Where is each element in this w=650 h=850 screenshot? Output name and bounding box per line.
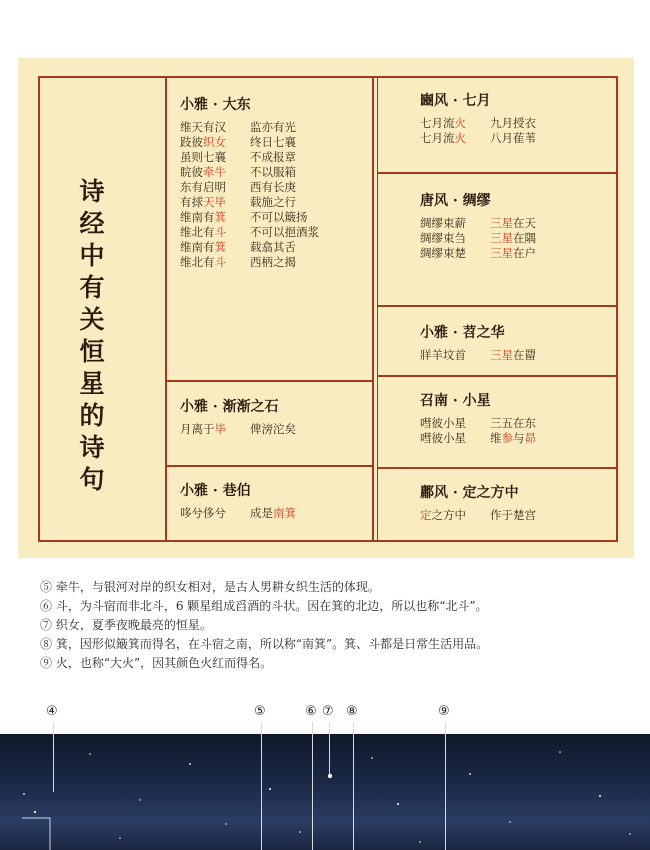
poem-line-half xyxy=(180,135,250,150)
leader-line xyxy=(53,722,54,792)
star xyxy=(119,837,121,839)
poem-line-half xyxy=(250,255,320,270)
side-title-char: 星 xyxy=(79,369,105,398)
leader-line xyxy=(329,722,330,774)
poem-line-half xyxy=(250,150,320,165)
side-title-char: 句 xyxy=(79,465,105,494)
star-name: 织女 xyxy=(203,135,226,149)
poem-title: 唐风 · 绸缪 xyxy=(420,193,491,209)
divider xyxy=(165,380,374,382)
divider xyxy=(165,76,167,542)
divider xyxy=(377,467,618,469)
footnote: ⑥ 斗，为斗宿而非北斗，6 颗星组成舀酒的斗状。因在箕的北边，所以也称“北斗”。 xyxy=(40,599,488,613)
poem-line-half xyxy=(490,231,560,246)
poem-chou-mou xyxy=(420,192,560,261)
verse-text: 终日七襄 xyxy=(250,135,296,149)
poem-line xyxy=(420,116,560,131)
poem-line-half xyxy=(420,246,490,261)
poem-line xyxy=(180,120,320,135)
poem-title: 小雅 · 渐渐之石 xyxy=(180,399,279,415)
verse-text: 载翕其舌 xyxy=(250,240,296,254)
poem-ding-zhi-fang-zhong xyxy=(420,484,560,523)
star-name: 斗 xyxy=(214,255,226,269)
leader-line xyxy=(353,722,354,850)
poem-line-half xyxy=(180,506,250,521)
marker-label: ⑧ xyxy=(346,704,358,719)
poem-line-half xyxy=(250,135,320,150)
leader-line xyxy=(312,722,313,850)
side-title-char: 恒 xyxy=(79,337,105,366)
poem-line-half xyxy=(180,180,250,195)
poem-line-half xyxy=(250,180,320,195)
verse-text: 有捄 xyxy=(180,195,203,209)
poem-line xyxy=(180,422,320,437)
star xyxy=(629,833,630,834)
star xyxy=(397,803,399,805)
poem-line xyxy=(420,216,560,231)
poem-line xyxy=(180,255,320,270)
marker-label: ④ xyxy=(46,704,58,719)
verse-text: 维 xyxy=(490,431,502,445)
footnote: ⑨ 火，也称“大火”，因其颜色火红而得名。 xyxy=(40,656,273,670)
poem-line-half xyxy=(250,506,320,521)
poem-line xyxy=(180,135,320,150)
poem-xiang-bo xyxy=(180,482,320,521)
star-name: 昴 xyxy=(524,431,536,445)
poem-line xyxy=(180,180,320,195)
star-name: 毕 xyxy=(214,422,226,436)
star-name: 火 xyxy=(454,116,466,130)
poem-line xyxy=(420,246,560,261)
poem-line-half xyxy=(180,225,250,240)
marker-label: ⑦ xyxy=(322,704,334,719)
verse-text: 在户 xyxy=(513,246,536,260)
footnote: ⑦ 织女，夏季夜晚最亮的恒星。 xyxy=(40,618,212,632)
poem-line-half xyxy=(250,225,320,240)
star-name: 定 xyxy=(420,508,432,522)
marker-label: ⑤ xyxy=(254,704,266,719)
verse-text: 西柄之揭 xyxy=(250,255,296,269)
poem-line-half xyxy=(490,508,560,523)
poem-line-half xyxy=(420,231,490,246)
poem-line-half xyxy=(490,131,560,146)
divider xyxy=(372,76,374,542)
star-name: 火 xyxy=(454,131,466,145)
verse-text: 七月流 xyxy=(420,131,455,145)
verse-text: 不可以簸扬 xyxy=(250,210,308,224)
star-name: 南箕 xyxy=(273,506,296,520)
verse-text: 不可以挹酒浆 xyxy=(250,225,319,239)
poem-line-half xyxy=(180,150,250,165)
divider xyxy=(377,375,618,377)
side-title-char: 有 xyxy=(79,273,105,302)
star xyxy=(299,831,301,833)
star xyxy=(189,763,191,765)
verse-text: 维南有 xyxy=(180,210,215,224)
divider xyxy=(377,172,618,174)
verse-text: 之方中 xyxy=(431,508,466,522)
star xyxy=(89,753,91,755)
side-title-char: 经 xyxy=(79,209,105,238)
verse-text: 在隅 xyxy=(513,231,536,245)
star xyxy=(371,757,373,759)
poem-line-half xyxy=(490,116,560,131)
star-name: 三星 xyxy=(490,246,513,260)
star xyxy=(469,773,471,775)
poem-line-half xyxy=(250,210,320,225)
poem-line-half xyxy=(180,195,250,210)
marker-label: ⑥ xyxy=(305,704,317,719)
poem-line xyxy=(180,225,320,240)
verse-text: 月离于 xyxy=(180,422,215,436)
verse-text: 八月萑苇 xyxy=(490,131,536,145)
divider xyxy=(165,465,374,467)
verse-text: 维天有汉 xyxy=(180,120,226,134)
poem-line-half xyxy=(250,120,320,135)
footnotes xyxy=(40,578,630,673)
verse-text: 绸缪束刍 xyxy=(420,231,466,245)
poem-line-half xyxy=(180,422,250,437)
poem-jian-jian-zhi-shi xyxy=(180,398,320,437)
footnote: ⑧ 箕，因形似簸箕而得名，在斗宿之南，所以称“南箕”。箕、斗都是日常生活用品。 xyxy=(40,637,489,651)
verse-text: 作于楚宫 xyxy=(490,508,536,522)
verse-text: 牂羊坟首 xyxy=(420,348,466,362)
poem-xiao-xing xyxy=(420,392,560,446)
star xyxy=(509,821,510,822)
poem-title: 小雅 · 苕之华 xyxy=(420,325,505,341)
leader-line xyxy=(261,722,262,850)
verse-text: 西有长庚 xyxy=(250,180,296,194)
verse-text: 三五在东 xyxy=(490,416,536,430)
divider xyxy=(377,76,378,542)
poem-qi-yue xyxy=(420,92,560,146)
marker-label: ⑨ xyxy=(438,704,450,719)
bright-star xyxy=(328,774,332,778)
star xyxy=(139,799,140,800)
star-name: 牵牛 xyxy=(203,165,226,179)
poem-title: 鄘风 · 定之方中 xyxy=(420,485,519,501)
star-name: 斗 xyxy=(214,225,226,239)
verse-text: 俾滂沱矣 xyxy=(250,422,296,436)
poem-line-half xyxy=(250,195,320,210)
poem-line-half xyxy=(420,348,490,363)
side-title xyxy=(62,176,122,496)
poem-line-half xyxy=(250,165,320,180)
side-title-char: 关 xyxy=(79,305,105,334)
star-name: 参 xyxy=(501,431,513,445)
poem-line-half xyxy=(180,240,250,255)
star-name: 天毕 xyxy=(203,195,226,209)
poem-line xyxy=(180,240,320,255)
poem-line-half xyxy=(420,416,490,431)
star-name: 三星 xyxy=(490,216,513,230)
poem-tiao-zhi-hua xyxy=(420,324,560,363)
verse-text: 七月流 xyxy=(420,116,455,130)
verse-text: 不成报章 xyxy=(250,150,296,164)
verse-text: 绸缪束薪 xyxy=(420,216,466,230)
verse-text: 哆兮侈兮 xyxy=(180,506,226,520)
verse-text: 虽则七襄 xyxy=(180,150,226,164)
star-field xyxy=(0,734,650,850)
poem-line-half xyxy=(420,431,490,446)
verse-text: 东有启明 xyxy=(180,180,226,194)
verse-text: 维南有 xyxy=(180,240,215,254)
poem-line-half xyxy=(420,116,490,131)
poem-line xyxy=(420,508,560,523)
star xyxy=(599,795,601,797)
poem-line-half xyxy=(180,255,250,270)
verse-text: 维北有 xyxy=(180,255,215,269)
side-title-char: 诗 xyxy=(79,433,105,462)
poem-line-half xyxy=(180,120,250,135)
poem-line xyxy=(420,431,560,446)
verse-text: 不以服箱 xyxy=(250,165,296,179)
poem-line-half xyxy=(420,216,490,231)
leader-line xyxy=(445,722,446,850)
verse-text: 在天 xyxy=(513,216,536,230)
poem-line xyxy=(420,131,560,146)
verse-text: 与 xyxy=(513,431,525,445)
footnote: ⑤ 牵牛，与银河对岸的织女相对，是古人男耕女织生活的体现。 xyxy=(40,580,380,594)
poem-line-half xyxy=(420,131,490,146)
poem-line xyxy=(180,165,320,180)
poem-title: 小雅 · 大东 xyxy=(180,97,251,113)
poem-line-half xyxy=(180,165,250,180)
poem-line-half xyxy=(490,431,560,446)
star xyxy=(34,811,36,813)
night-sky-image xyxy=(0,734,650,850)
poem-line-half xyxy=(420,508,490,523)
poem-line-half xyxy=(490,246,560,261)
side-title-char: 的 xyxy=(79,401,105,430)
verse-text: 成是 xyxy=(250,506,273,520)
star xyxy=(269,788,271,790)
verse-text: 九月授衣 xyxy=(490,116,536,130)
poem-da-dong xyxy=(180,96,320,270)
star-markers xyxy=(0,704,650,730)
poem-line-half xyxy=(180,210,250,225)
star xyxy=(23,793,25,795)
poem-line xyxy=(420,231,560,246)
divider xyxy=(377,305,618,307)
poem-title: 豳风 · 七月 xyxy=(420,93,491,109)
poem-title: 召南 · 小星 xyxy=(420,393,491,409)
side-title-char: 诗 xyxy=(79,177,105,206)
poem-line xyxy=(180,210,320,225)
star-name: 三星 xyxy=(490,231,513,245)
star-name: 三星 xyxy=(490,348,513,362)
poem-line-half xyxy=(490,348,560,363)
verse-text: 载施之行 xyxy=(250,195,296,209)
verse-text: 维北有 xyxy=(180,225,215,239)
star xyxy=(225,823,226,824)
poem-line xyxy=(420,348,560,363)
star-name: 箕 xyxy=(214,210,226,224)
verse-text: 在罶 xyxy=(513,348,536,362)
poem-line xyxy=(180,195,320,210)
star xyxy=(419,841,420,842)
verse-text: 嘒彼小星 xyxy=(420,431,466,445)
poem-line xyxy=(180,150,320,165)
constellation-line xyxy=(22,818,50,850)
poem-line xyxy=(420,416,560,431)
poem-title: 小雅 · 巷伯 xyxy=(180,483,251,499)
verse-text: 绸缪束楚 xyxy=(420,246,466,260)
verse-text: 嘒彼小星 xyxy=(420,416,466,430)
star xyxy=(559,751,561,753)
poem-line-half xyxy=(250,422,320,437)
poem-line-half xyxy=(490,216,560,231)
poem-line-half xyxy=(250,240,320,255)
star-name: 箕 xyxy=(214,240,226,254)
verse-text: 跂彼 xyxy=(180,135,203,149)
poem-line xyxy=(180,506,320,521)
verse-text: 睆彼 xyxy=(180,165,203,179)
side-title-char: 中 xyxy=(79,241,105,270)
poem-line-half xyxy=(490,416,560,431)
verse-text: 监亦有光 xyxy=(250,120,296,134)
